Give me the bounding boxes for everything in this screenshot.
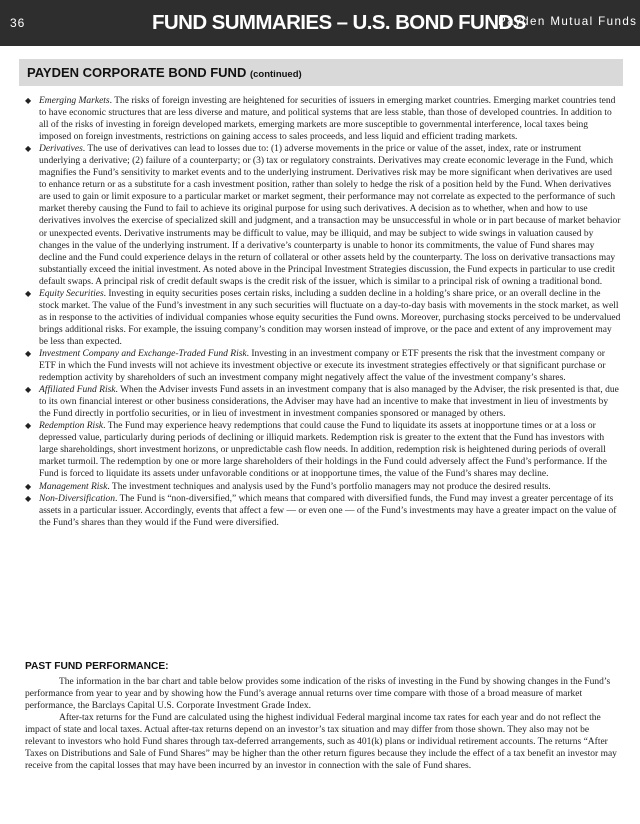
risk-item bbox=[25, 288, 621, 348]
risk-term: Management Risk bbox=[39, 481, 108, 492]
risk-term: Affiliated Fund Risk bbox=[39, 385, 116, 396]
page-header bbox=[0, 0, 640, 46]
risk-text: . When the Adviser invests Fund assets in an investment company that is also managed by the Adviser, the risk presented is that, due to its own financial interest or other business considerations, the Adviser may have had an incentive to make that investment in lieu of investments by the Fund directly in portfolio securities, or in lieu of investment in investment companies sponsored or managed by others. bbox=[39, 385, 619, 420]
risk-term: Investment Company and Exchange-Traded Fund Risk bbox=[39, 348, 247, 359]
risk-term: Non-Diversification bbox=[39, 493, 115, 504]
continued-label: (continued) bbox=[249, 69, 302, 80]
past-performance-heading: PAST FUND PERFORMANCE: bbox=[25, 661, 169, 672]
diamond-bullet-icon: ◆ bbox=[25, 421, 32, 431]
brand-name: Payden Mutual Funds bbox=[498, 15, 638, 28]
diamond-bullet-icon: ◆ bbox=[25, 385, 32, 395]
risk-text: . The use of derivatives can lead to losses due to: (1) adverse movements in the price or value of the asset, index, rate or instrument underlying a derivative; (2) failure of a counterparty; or (3) tax or regulatory constraints. Derivatives may create economic leverage in the Fund, which magnifies the Fund’s sensitivity to market events and to the underlying instrument. Derivatives risk may be more significant when derivatives are used to enhance return or as a substitute for a cash investment position, rather than solely to hedge the risk of a position held by the Fund. When derivatives are used to gain or limit exposure to a particular market or market segment, their performance may not correlate as expected to the performance of such market thereby causing the Fund to fail to achieve its original purpose for using such derivatives. A decision as to whether, when and how to use derivatives involves the exercise of specialized skill and judgment, and a transaction may be unsuccessful in whole or in part because of market behavior or unexpected events. Derivative instruments may be difficult to value, may be illiquid, and may be subject to wide swings in valuation caused by changes in the value of the underlying instrument. If a derivative’s counterparty is unable to honor its commitments, the value of Fund shares may decline and the Fund could experience delays in the return of collateral or other assets held by the counterparty. The loss on derivative transactions may substantially exceed the initial investment. As noted above in the Principal Investment Strategies discussion, the Fund expects in particular to use credit default swaps. A principal risk of credit default swaps is the credit risk of the issuer, which is similar to a principal risk of owning a traditional bond. bbox=[39, 144, 621, 287]
risk-text: . The Fund may experience heavy redemptions that could cause the Fund to liquidate its assets at inopportune times or at a loss or depressed value, particularly during periods of declining or illiquid markets. Redemption risk is greater to the extent that the Fund has investors with large shareholdings, short investment horizons, or unpredictable cash flow needs. In addition, redemption risk is heightened during periods of overall market turmoil. The redemption by one or more large shareholders of their holdings in the Fund could adversely affect the Fund’s performance. If the Fund is forced to liquidate its assets under unfavorable conditions or at inopportune times, the value of the Fund’s shares may decline. bbox=[39, 421, 607, 480]
risk-term: Derivatives bbox=[39, 144, 83, 155]
risk-item bbox=[25, 348, 621, 384]
page-number: 36 bbox=[10, 16, 26, 30]
risk-item bbox=[25, 143, 621, 288]
risk-text: . Investing in an investment company or ETF presents the risk that the investment company or ETF in which the Fund invests will not achieve its investment objective or execute its investment strategies effectively or that significant purchase or redemption activity by shareholders of such an investment company might negatively affect the value of the investment company’s shares. bbox=[39, 348, 606, 384]
risk-item bbox=[25, 481, 621, 493]
risk-text: . The investment techniques and analysis used by the Fund’s portfolio managers may not produce the desired results. bbox=[107, 481, 551, 492]
risk-item bbox=[25, 95, 621, 143]
risk-term: Redemption Risk bbox=[39, 421, 104, 432]
section-title bbox=[27, 65, 302, 80]
risk-term: Emerging Markets bbox=[39, 96, 110, 106]
past-performance-body bbox=[25, 676, 621, 772]
paragraph: The information in the bar chart and table below provides some indication of the risks of investing in the Fund by showing changes in the Fund’s performance from year to year and by showing how the Fund’s average annual returns over time compare with those of a broad measure of market performance, the Barclays Capital U.S. Corporate Investment Grade Index. bbox=[25, 677, 611, 712]
risk-item bbox=[25, 384, 621, 420]
diamond-bullet-icon: ◆ bbox=[25, 144, 32, 154]
diamond-bullet-icon: ◆ bbox=[25, 348, 32, 358]
risk-item bbox=[25, 493, 621, 529]
diamond-bullet-icon: ◆ bbox=[25, 96, 32, 105]
paragraph: After-tax returns for the Fund are calculated using the highest individual Federal marginal income tax rates for each year and do not reflect the impact of state and local taxes. Actual after-tax returns depend on an investor’s tax situation and may differ from those shown. They also may not be relevant to investors who hold Fund shares through tax-deferred arrangements, such as 401(k) plans or individual retirement accounts. The returns “After Taxes on Distributions and Sale of Fund Shares” may be higher than the other return figures because they include the effect of a tax benefit an investor may receive from the capital losses that may have been incurred by an investor in connection with the sale of Fund shares. bbox=[25, 713, 617, 772]
risk-text: . The risks of foreign investing are heightened for securities of issuers in emerging market countries. Emerging market countries tend to have economic structures that are less diverse and mature, and political systems that are less stable, than those of developed countries. In addition to all of the risks of investing in foreign developed markets, emerging markets are more susceptible to governmental interference, local taxes being imposed on foreign investments, restrictions on gaining access to sales proceeds, and less liquid and efficient trading markets. bbox=[39, 96, 616, 143]
risk-item bbox=[25, 420, 621, 480]
risk-text: . Investing in equity securities poses certain risks, including a sudden decline in a holding’s share price, or an overall decline in the stock market. The value of the Fund’s investment in any such securities will fluctuate on a day-to-day basis with movements in the stock market, as well as in response to the activities of individual companies whose equity securities the Fund owns. Moreover, purchasing stocks perceived to be undervalued brings additional risks. For example, the issuing company’s condition may worsen instead of improve, or the pace and extent of any improvement may be less than expected. bbox=[39, 288, 621, 347]
page-title: FUND SUMMARIES – U.S. BOND FUNDS bbox=[152, 11, 526, 34]
diamond-bullet-icon: ◆ bbox=[25, 288, 32, 298]
section-header bbox=[19, 59, 623, 86]
risk-text: . The Fund is “non-diversified,” which means that compared with diversified funds, the Fund may invest a greater percentage of its assets in a particular issuer. Accordingly, events that affect a few — or even one — of the Fund’s investments may have a greater impact on the value of the Fund’s shares than they would if the Fund were diversified. bbox=[39, 493, 617, 528]
diamond-bullet-icon: ◆ bbox=[25, 493, 32, 503]
diamond-bullet-icon: ◆ bbox=[25, 481, 32, 491]
risk-list bbox=[25, 95, 621, 529]
risk-term: Equity Securities bbox=[39, 288, 104, 299]
fund-name: PAYDEN CORPORATE BOND FUND bbox=[27, 65, 247, 80]
